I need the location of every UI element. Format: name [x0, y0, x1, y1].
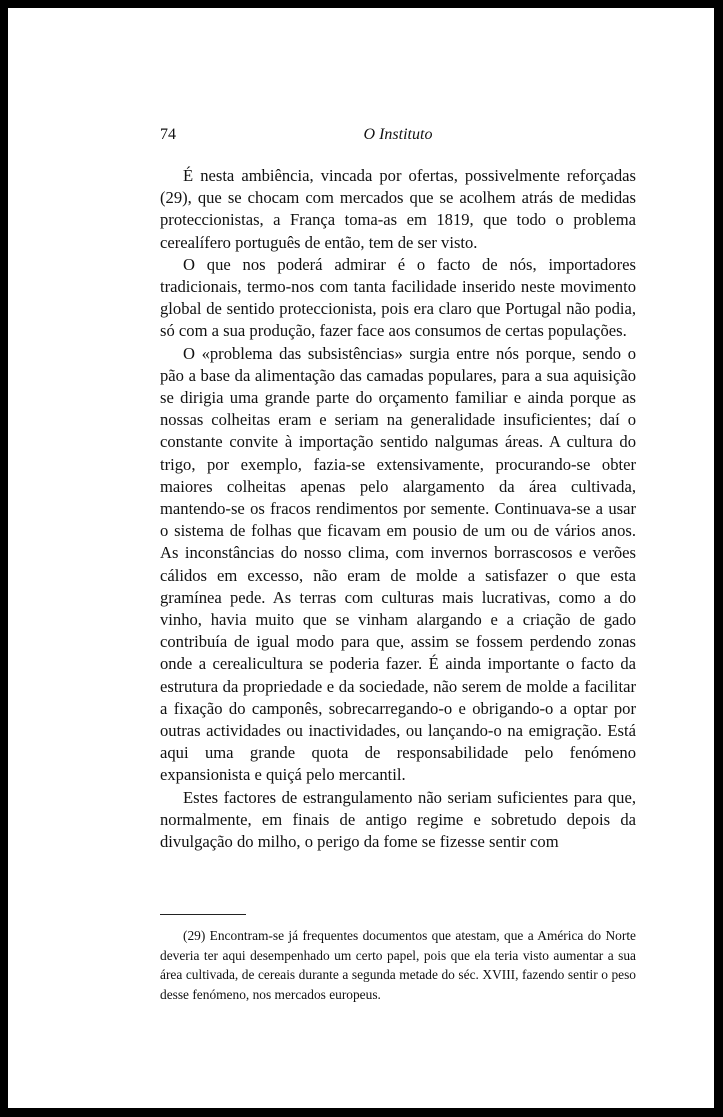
paragraph: É nesta ambiência, vincada por ofertas, possivelmente reforçadas (29), que se chocam com mercados que se acolhem atrás de medidas proteccionistas, a França toma-as em 1819, que todo o problema cerealífero português de então, tem de ser visto. — [160, 166, 636, 252]
footnote-divider — [160, 914, 246, 915]
page-number: 74 — [160, 126, 176, 143]
body-text — [160, 165, 636, 853]
paragraph: O «problema das subsistências» surgia entre nós porque, sendo o pão a base da alimentação das camadas populares, para a sua aquisição se dirigia uma grande parte do orçamento familiar e ainda porque as nossas colheitas eram e seriam na generalidade insuficientes; daí o constante convite à importação sentido nalgumas áreas. A cultura do trigo, por exemplo, fazia-se extensivamente, procurando-se obter maiores colheitas apenas pelo alargamento da área cultivada, mantendo-se os fracos rendimentos por semente. Continuava-se a usar o sistema de folhas que ficavam em pousio de um ou de vários anos. As inconstâncias do nosso clima, com invernos borrascosos e verões cálidos em excesso, não eram de molde a satisfazer o que esta gramínea pede. As terras com culturas mais lucrativas, como a do vinho, havia muito que se vinham alargando e a criação de gado contribuía de igual modo para que, assim se fossem perdendo zonas onde a cerealicultura se poderia fazer. É ainda importante o facto da estrutura da propriedade e da sociedade, não serem de molde a facilitar a fixação do camponês, sobrecarregando-o e obrigando-o a optar por outras actividades ou inactividades, ou lançando-o na emigração. Está aqui uma grande quota de responsabilidade pelo fenómeno expansionista e quiçá pelo mercantil. — [160, 343, 636, 785]
running-title: O Instituto — [363, 126, 433, 143]
footnote: (29) Encontram-se já frequentes documentos que atestam, que a América do Norte deveria ter aqui desempenhado um certo papel, pois que ela teria visto aumentar a sua área cultivada, de cereais durante a segunda metade do séc. XVIII, fazendo sentir o peso desse fenómeno, nos mercados europeus. — [160, 928, 636, 1002]
paragraph: O que nos poderá admirar é o facto de nós, importadores tradicionais, termo-nos com tanta facilidade inserido neste movimento global de sentido proteccionista, pois era claro que Portugal não podia, só com a sua produção, fazer face aos consumos de certas populações. — [160, 254, 636, 341]
page — [8, 8, 714, 1108]
paragraph: Estes factores de estrangulamento não seriam suficientes para que, normalmente, em finais de antigo regime e sobretudo depois da divulgação do milho, o perigo da fome se fizesse sentir com — [160, 787, 636, 852]
page-header — [160, 126, 636, 150]
